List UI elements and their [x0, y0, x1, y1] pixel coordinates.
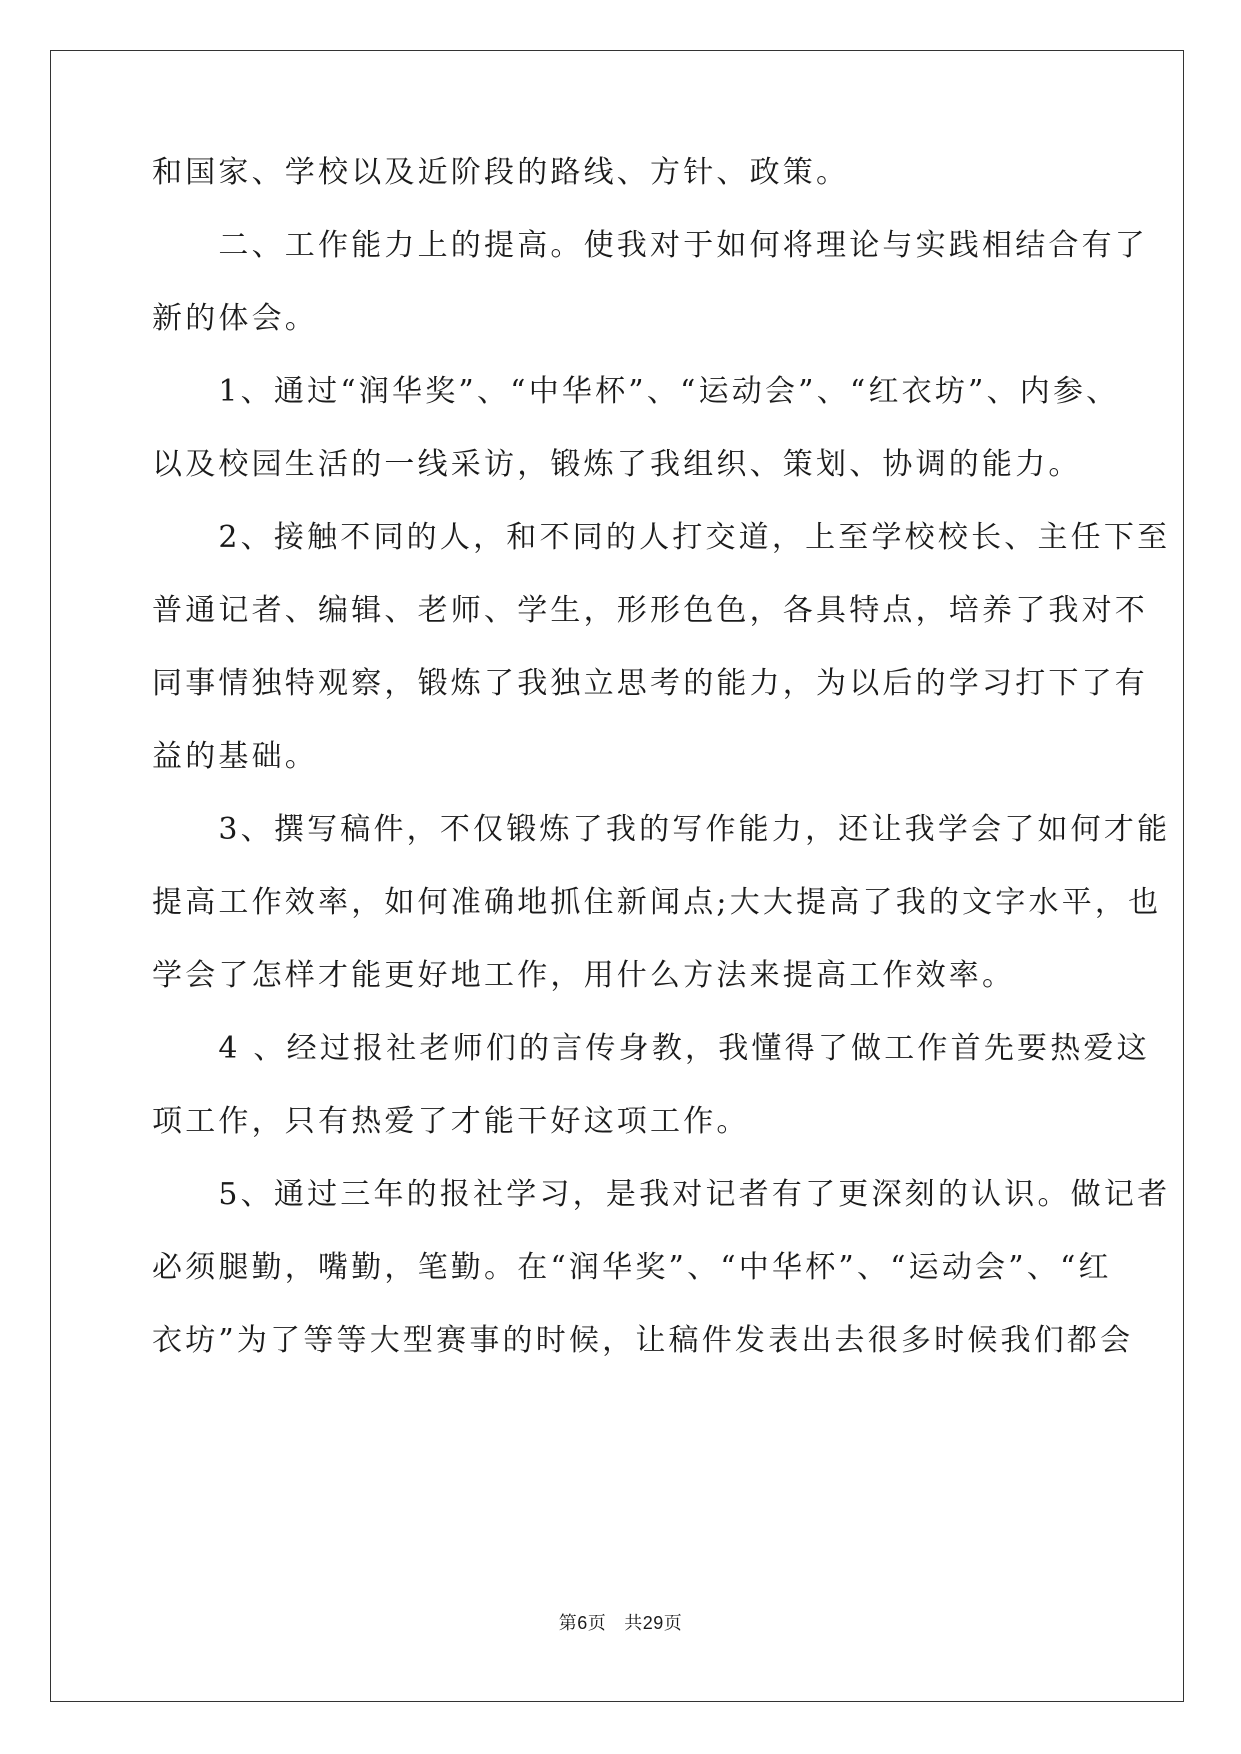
text-line: 新的体会。	[152, 301, 318, 336]
text-line: 和国家、学校以及近阶段的路线、方针、政策。	[152, 155, 850, 190]
text-line: 学会了怎样才能更好地工作，用什么方法来提高工作效率。	[152, 958, 1016, 993]
text-line: 以及校园生活的一线采访，锻炼了我组织、策划、协调的能力。	[152, 447, 1082, 482]
text-line: 1、通过“润华奖”、“中华杯”、“运动会”、“红衣坊”、内参、	[152, 374, 1120, 409]
text-line: 3、撰写稿件，不仅锻炼了我的写作能力，还让我学会了如何才能	[152, 812, 1171, 847]
text-line: 二、工作能力上的提高。使我对于如何将理论与实践相结合有了	[152, 228, 1148, 263]
page-border	[50, 50, 1184, 1702]
text-line: 衣坊”为了等等大型赛事的时候，让稿件发表出去很多时候我们都会	[152, 1323, 1134, 1358]
text-line: 益的基础。	[152, 739, 318, 774]
text-line: 项工作，只有热爱了才能干好这项工作。	[152, 1104, 750, 1139]
page-number: 第6页	[558, 1613, 607, 1634]
text-line: 必须腿勤，嘴勤，笔勤。在“润华奖”、“中华杯”、“运动会”、“红	[152, 1250, 1112, 1285]
text-line: 普通记者、编辑、老师、学生，形形色色，各具特点，培养了我对不	[152, 593, 1148, 628]
text-line: 2、接触不同的人，和不同的人打交道，上至学校校长、主任下至	[152, 520, 1171, 555]
text-line: 提高工作效率，如何准确地抓住新闻点;大大提高了我的文字水平，也	[152, 885, 1162, 920]
text-line: 同事情独特观察，锻炼了我独立思考的能力，为以后的学习打下了有	[152, 666, 1148, 701]
page-footer	[0, 1611, 1241, 1636]
text-line: 5、通过三年的报社学习，是我对记者有了更深刻的认识。做记者	[152, 1177, 1171, 1212]
total-pages: 共29页	[624, 1613, 683, 1634]
text-line: 4 、经过报社老师们的言传身教，我懂得了做工作首先要热爱这	[152, 1031, 1150, 1066]
